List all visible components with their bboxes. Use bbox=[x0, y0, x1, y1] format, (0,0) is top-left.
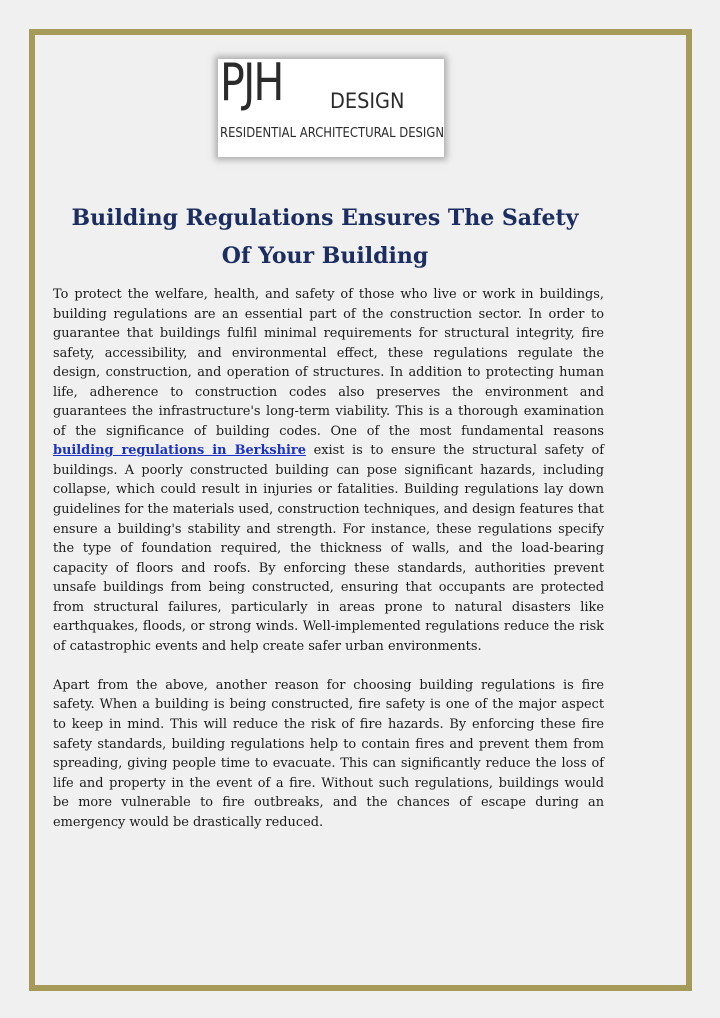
logo-design-text: DESIGN bbox=[330, 89, 405, 113]
article-body bbox=[53, 285, 604, 832]
logo-tagline: RESIDENTIAL ARCHITECTURAL DESIGN bbox=[220, 125, 444, 141]
paragraph-1 bbox=[53, 285, 604, 656]
building-regulations-link[interactable]: building regulations in Berkshire bbox=[53, 443, 306, 459]
paragraph-2: Apart from the above, another reason for choosing building regulations is fire safety. When a building is being constructed, fire safety is one of the major aspect to keep in mind. This will reduce the risk of fire hazards. By enforcing these fire safety standards, building regulations help to contain fires and prevent them from spreading, giving people time to evacuate. This can significantly reduce the loss of life and property in the event of a fire. Without such regulations, buildings would be more vulnerable to fire outbreaks, and the chances of escape during an emergency would be drastically reduced. bbox=[53, 677, 604, 830]
paragraph-1-text-b: exist is to ensure the structural safety of buildings. A poorly constructed building can pose significant hazards, including collapse, which could result in injuries or fatalities. Building regulations lay down guidelines for the materials used, construction techniques, and design features that ensure a building's stability and strength. For instance, these regulations specify the type of foundation required, the thickness of walls, and the load-bearing capacity of floors and roofs. By enforcing these standards, authorities prevent unsafe buildings from being constructed, ensuring that occupants are protected from structural failures, particularly in areas prone to natural disasters like earthquakes, floods, or strong winds. Well-implemented regulations reduce the risk of catastrophic events and help create safer urban environments. bbox=[53, 443, 604, 654]
logo-mark: PJH bbox=[220, 59, 283, 113]
paragraph-1-text-a: To protect the welfare, health, and safety of those who live or work in buildings, building regulations are an essential part of the construction sector. In order to guarantee that buildings fulfil minimal requirements for structural integrity, fire safety, accessibility, and environmental effect, these regulations regulate the design, construction, and operation of structures. In addition to protecting human life, adherence to construction codes also preserves the environment and guarantees the infrastructure's long-term viability. This is a thorough examination of the significance of building codes. One of the most fundamental reasons bbox=[53, 287, 604, 439]
company-logo bbox=[218, 59, 444, 157]
article-title: Building Regulations Ensures The Safety Of Your Building bbox=[71, 205, 579, 269]
